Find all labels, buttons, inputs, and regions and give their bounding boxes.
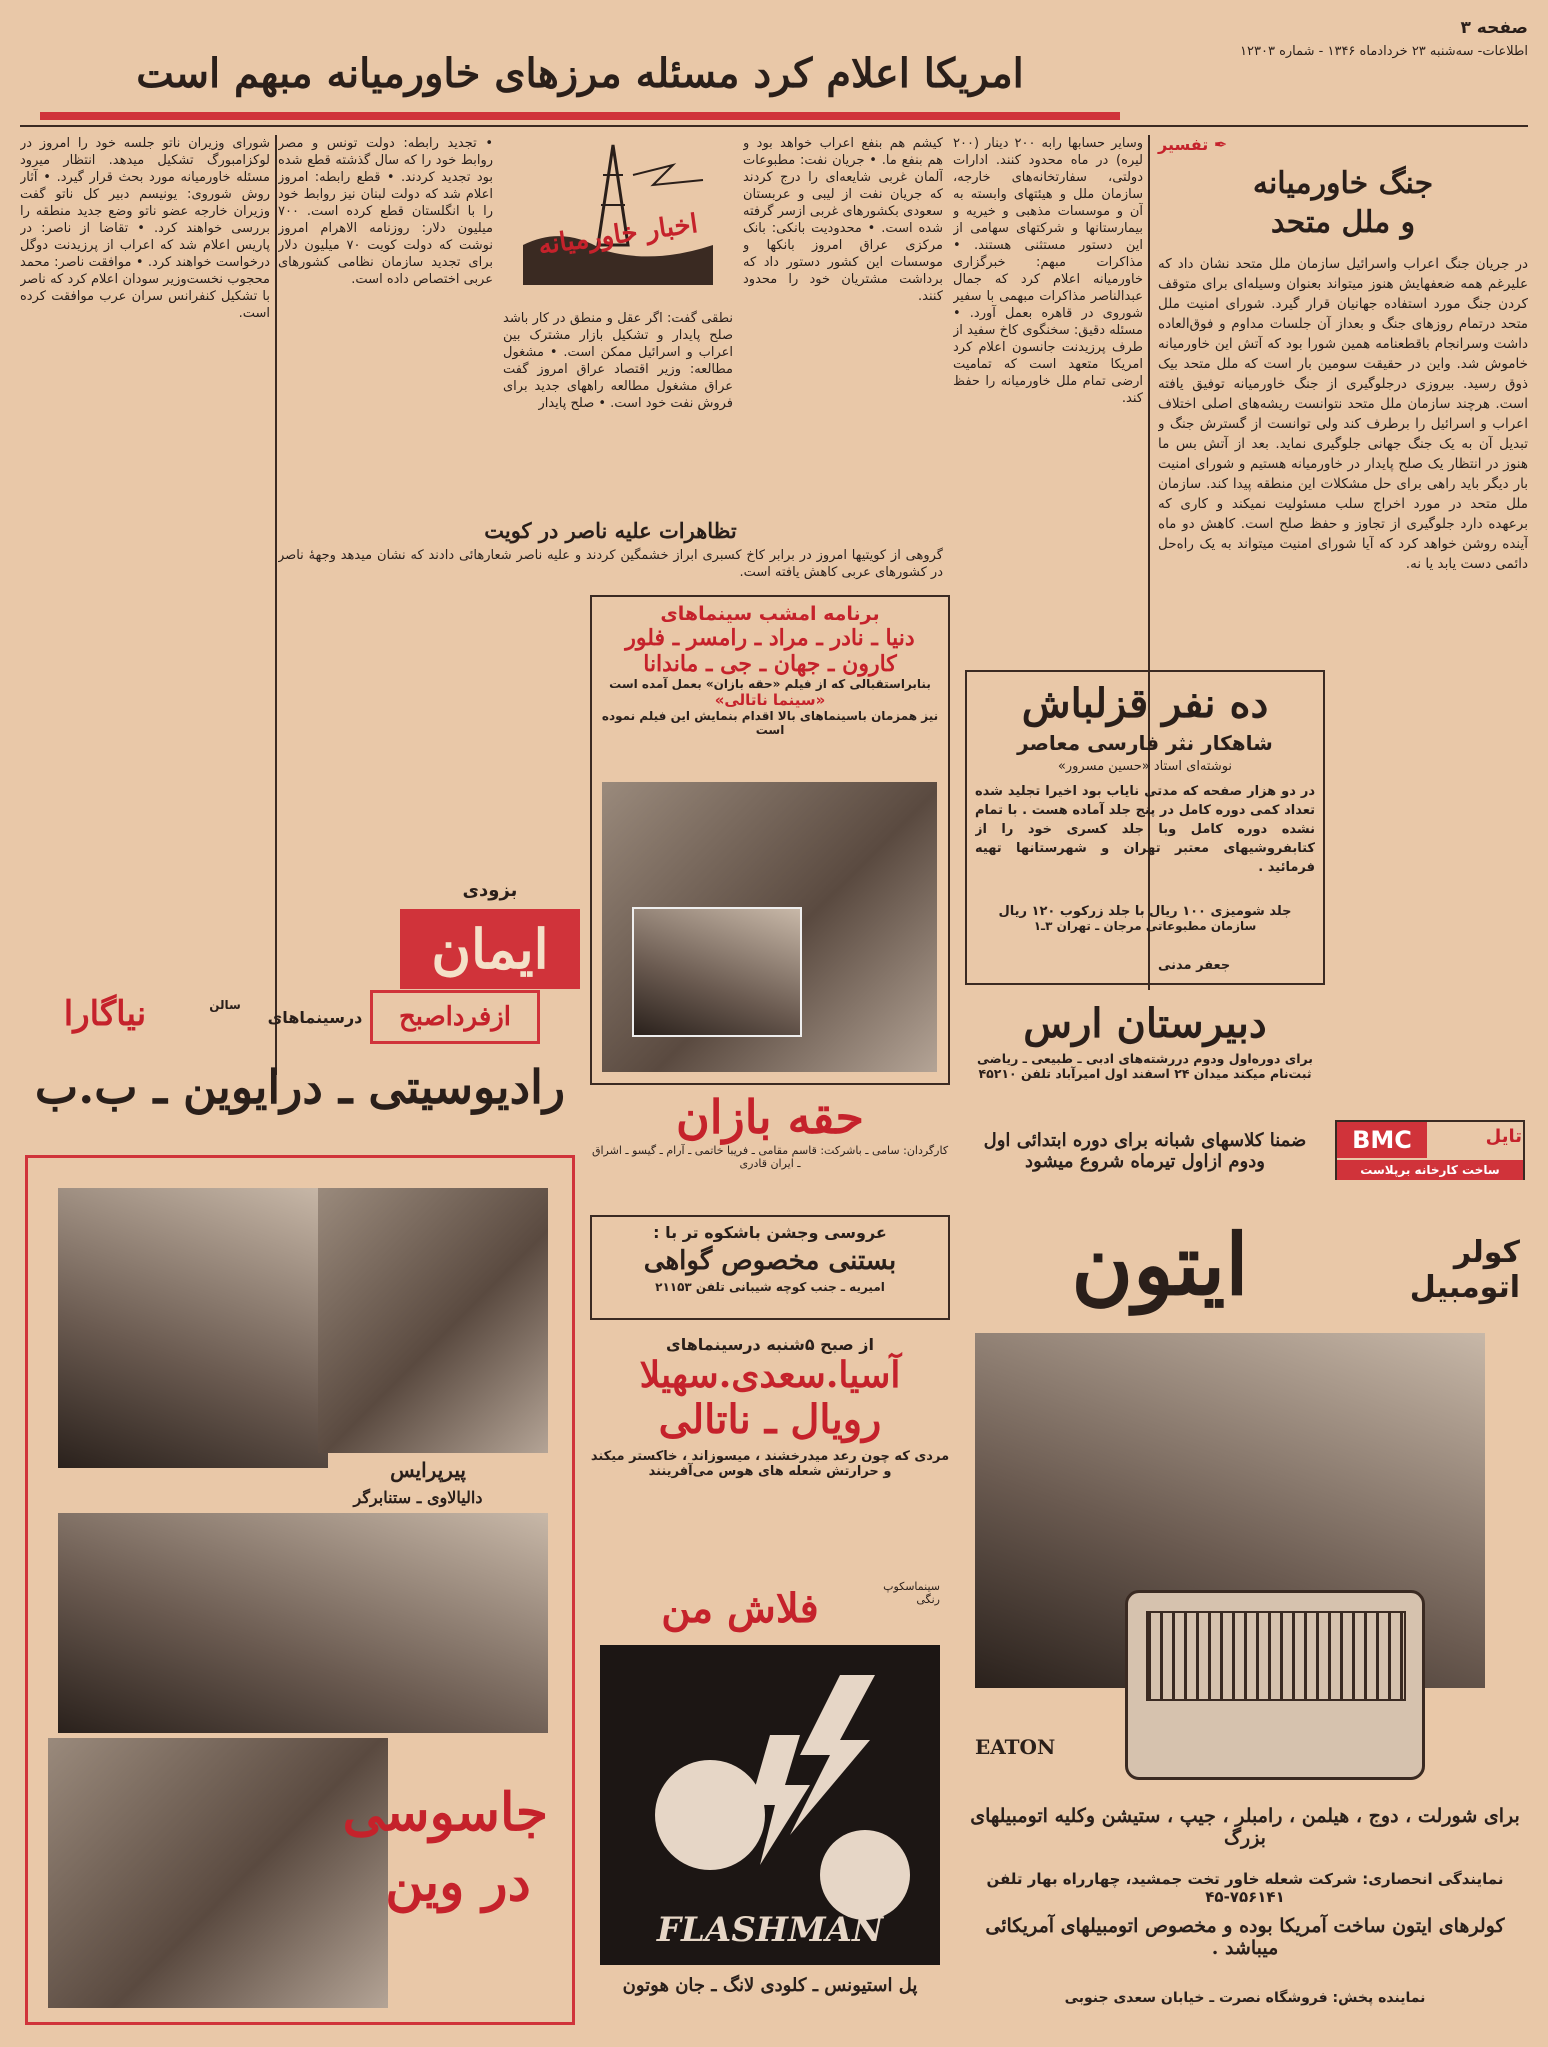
news-col-a: کیشم هم بنفع اعراب خواهد بود و هم بنفع ما. • جریان نفت: مطبوعات آلمان غربی شایعه‌ای را درج کردند که جریان نفت از لیبی و عربستان سعودی بکشورهای غربی ازسر گرفته شده است. • محدودیت بانکی: بانک مرکزی عراق امروز بانکها و موسسات این کشور دستور داد که برداشت مشتریان خود را محدود کنند. [743, 136, 943, 304]
eaton-distributor: نماینده پخش: فروشگاه نصرت ـ خیابان سعدی جنوبی [1064, 1990, 1426, 2006]
school-title: دبیرستان ارس [1023, 1000, 1267, 1047]
editorial-body: در جریان جنگ اعراب واسرائیل سازمان ملل متحد نشان داد که علیرغم همه ضعفهایش هنوز میتواند بعنوان وسیله‌ای برای متوقف کردن جنگ مورد استفاده جهانیان قرار گیرد. شورای امنیت ملل متحد درتمام روزهای جنگ و بعداز آن جلسات مداوم و فوق‌العاده داشت وسرانجام باقطعنامه همین شورا بود که آتش این خاورمیانه خاموش شد. واین در حقیقت سومین بار است که ملل متحد بیک ذوق رسید. بیروزی درجلوگیری از جنگ خاورمیانه توفیق یافته است. هرچند سازمان ملل متحد نتوانست ریشه‌های اصلی اختلاف اعراب و اسرائیل را برطرف کند ولی توانست از گسترش جنگ و تبدیل آن به یک جنگ جهانی جلوگیری نماید. بعد از آتش بس ما هنوز در انتظار یک صلح پایدار در خاورمیانه هستیم و شورای امنیت بار دیگر باید راهی برای حل مشکلات این منطقه پیدا کند. سازمان ملل متحد در مورد اخراج سلب مسئولیت نمیکند و کاری که برعهده دارد جلوگیری از تجاوز و حفظ صلح است. کاهش دو ماه آینده روشن خواهد کرد که آیا شورای امنیت میتواند به یک راه‌حل دائمی دست یابد یا نه. [1158, 256, 1528, 572]
poster-film-title: جاسوسی در وین [342, 1782, 548, 1913]
eaton-title-big: ایتون [1071, 1215, 1249, 1314]
bmc-ad [1335, 1120, 1525, 1180]
eaton-note: کولرهای ایتون ساخت آمریکا بوده و مخصوص اتومبیلهای آمریکائی میباشد . [985, 1915, 1505, 1959]
headline-underline [40, 112, 1120, 120]
eaton-brand: EATON [975, 1735, 1056, 1759]
eaton-models: برای شورلت ، دوج ، هیلمن ، رامبلر ، جیپ ، ستیشن وکلیه اتومبیلهای بزرگ [970, 1805, 1520, 1849]
poster-photo-faces [48, 1738, 388, 2008]
poster-photo-couple [58, 1188, 328, 1468]
issue-line: اطلاعات- سه‌شنبه ۲۳ خردادماه ۱۳۴۶ - شماره ۱۲۳۰۳ [1240, 44, 1528, 59]
from-tomorrow-box [370, 990, 540, 1044]
in-cinemas: درسینماهای [267, 1008, 363, 1027]
cinema-program-ad [590, 595, 950, 1085]
eaton-title-small: کولر اتومبیل [1409, 1235, 1520, 1305]
news-col-c: نطقی گفت: اگر عقل و منطق در کار باشد صلح پایدار و تشکیل بازار مشترک بین اعراب و اسرائیل ممکن است. • مشغول مطالعه: وزیر اقتصاد عراق امروز گفت عراق مشغول مطالعه راههای جدید برای فروش نفت خود است. • صلح پایدار [503, 311, 733, 411]
editorial-title-2: و ملل متحد [1270, 205, 1416, 240]
cinema-program-credits: کارگردان: سامی ـ باشرکت: قاسم مقامی ـ فریبا خاتمی ـ آرام ـ گیسو ـ اشراق ـ ایران قادری [591, 1144, 949, 1170]
cinema-program-line-2: کارون ـ جهان ـ جی ـ ماندانا [643, 651, 897, 677]
bmc-line: ساخت کارخانه برپلاست [1337, 1160, 1523, 1180]
cinema-program-line-5: نیز همزمان باسینماهای بالا اقدام بنمایش این فیلم نموده است [601, 709, 939, 737]
flashman-cinemas-2: رویال ـ ناتالی [658, 1396, 882, 1443]
flashman-title-fa: فلاش من [661, 1585, 819, 1632]
cooler-grille-icon [1146, 1611, 1406, 1701]
cinema-program-header: برنامه امشب سینماهای [660, 603, 880, 625]
flashman-cinemascope: سینماسکوپ رنگی [883, 1580, 940, 1606]
poster-stars-2: دالیالاوی ـ ستنابرگر [353, 1488, 483, 1507]
editorial-tag [1158, 135, 1528, 154]
flashman-from-thursday: از صبح ۵شنبه درسینماهای [666, 1335, 874, 1354]
poster-stars-1: پیرپرایس [390, 1458, 466, 1482]
book-ad [965, 670, 1325, 985]
editorial-tag-text: تفسیر [1158, 135, 1209, 154]
eaton-cooler-ad [965, 1215, 1525, 2025]
poster-photo-gunman [318, 1188, 548, 1453]
middle-east-news-illustration [503, 135, 733, 305]
school-body: برای دوره‌اول ودوم دررشته‌های ادبی ـ طبیعی ـ ریاضی ثبت‌نام میکند میدان ۲۴ اسفند اول امیرآباد تلفن ۴۵۲۱۰ [977, 1051, 1313, 1081]
niagara-cinemas: رادیوسیتی ـ درایوین ـ ب.ب [34, 1060, 566, 1114]
cinema-program-line-4: «سینما ناتالی» [714, 691, 826, 709]
book-title: ده نفر قزلباش [1021, 680, 1269, 727]
flashman-poster [600, 1645, 940, 1965]
iman-ad [400, 880, 580, 989]
wedding-line-1: عروسی وجشن باشکوه تر با : [653, 1223, 887, 1242]
illustration-caption: اخبار خاورمیانه [536, 208, 700, 262]
book-author-line: نوشته‌ای استاد «حسین مسرور» [1057, 759, 1233, 774]
news-col-d: • تجدید رابطه: دولت تونس و مصر روابط خود را که سال گذشته قطع شده بود تجدید کردند. • قطع رابطه: امروز اعلام شد که دولت لبنان نیز روابط خود را با انگلستان قطع کرده است. ۷۰۰ میلیون دلار: روزنامه الاهرام امروز نوشت که دولت کویت ۷۰ میلیون دلار برای تجدید سازمان نظامی کشورهای عربی اختصاص داده است. [278, 136, 493, 287]
book-price: جلد شومیزی ۱۰۰ ریال با جلد زرکوب ۱۲۰ ریال [998, 904, 1292, 919]
book-publisher: سازمان مطبوعاتی مرجان ـ تهران ۳ـ۱ [1033, 919, 1257, 933]
news-col-e: شورای وزیران ناتو جلسه خود را امروز در لوکزامبورگ تشکیل میدهد. انتظار میرود مسئله خاورمیانه مورد بحث قرار گیرد. • آثار روش شوروی: یونیسم دبیر کل ناتو گفت وزیران خارجه عضو ناتو وضع جدید منطقه را بررسی خواهند کرد. • تقاضا از ناصر: در پاریس اعلام شد که اعراب از پرزیدنت دوگل درخواست خواهند کرد. • موافقت ناصر: محمد محجوب نخست‌وزیر سودان اعلام کرد که ناصر با تشکیل کنفرانس سران عرب موافقت کرده است. [20, 136, 270, 321]
wedding-ice-cream-ad [590, 1215, 950, 1320]
flashman-ad [590, 1335, 950, 2025]
protest-body: گروهی از کویتیها امروز در برابر کاخ کسبری ابراز خشمگین کردند و علیه ناصر شعارهائی دادند که نشان میدهد وجههٔ ناصر در کشورهای عربی کاهش یافته است. [278, 548, 943, 580]
book-body: در دو هزار صفحه که مدتی نایاب بود اخیرا تجلید شده تعداد کمی دوره کامل در پنج جلد آماده هست . با تمام نشده دوره کامل وبا جلد کسری خود را از کتابفروشیهای معتبر تهران و شهرستانها تهیه فرمائید . [975, 784, 1315, 875]
page-number: صفحه ۳ [1460, 18, 1528, 38]
flashman-tagline: مردی که چون رعد میدرخشند ، میسوزاند ، خاکستر میکند و حرارتش شعله های هوس می‌آفرینند [590, 1449, 950, 1479]
editorial-title-1: جنگ خاورمیانه [1252, 166, 1434, 201]
news-col-b: وسایر حسابها رابه ۲۰۰ دینار (۲۰۰ لیره) در ماه محدود کنند. ادارات دولتی، سفارتخانه‌های خارجه، سازمان ملل و هیئتهای وابسته به آن و موسسات مذهبی و خیریه و بیمارستانها و شرکتهای سهامی از این دستور مستثنی هستند. • مذاکرات مبهم: خبرگزاری خاورمیانه اعلام کرد که جمال عبدالناصر مذاکرات مبهمی با سفیر شوروی در قاهره بعمل آورد. • مسئله دقیق: سخنگوی کاخ سفید از طرف پرزیدنت جانسون اعلام کرد امریکا متعهد است که تمامیت ارضی تمام ملل خاورمیانه را حفظ کند. [953, 136, 1143, 406]
eaton-agent: نمایندگی انحصاری: شرکت شعله خاور تخت جمشید، چهارراه بهار تلفن ۷۵۶۱۴۱-۴۵ [986, 1870, 1504, 1906]
column-rule [275, 135, 277, 1075]
flashman-cinemas-1: آسیا.سعدی.سهیلا [639, 1354, 901, 1396]
cinema-program-line-1: دنیا ـ نادر ـ مراد ـ رامسر ـ فلور [625, 625, 915, 651]
spy-in-vienna-poster [25, 1155, 575, 2025]
protest-headline: تظاهرات علیه ناصر در کویت [484, 518, 737, 543]
top-rule [20, 125, 1528, 127]
bmc-brand: BMC [1337, 1122, 1427, 1158]
wedding-line-2: بستنی مخصوص گواهی [643, 1246, 897, 1276]
editorial-author: جعفر مدنی [1158, 958, 1231, 973]
cinema-program-line-3: بنابراستقبالی که از فیلم «حقه بازان» بعمل آمده است [609, 677, 931, 691]
niagara-name: نیاگارا [63, 994, 147, 1034]
flashman-stars: پل استیونس ـ کلودی لانگ ـ جان هوتون [622, 1975, 918, 1996]
bmc-tile: تایل [1485, 1126, 1522, 1147]
pen-icon: ✒ [1213, 135, 1228, 154]
cinema-program-film-title: حقه بازان [676, 1090, 864, 1144]
school-night-classes: ضمنا کلاسهای شبانه برای دوره ابتدائی اول ودوم ازاول تیرماه شروع میشود [983, 1130, 1307, 1172]
eaton-cooler-unit [1125, 1590, 1425, 1780]
poster-photo-embrace [58, 1513, 548, 1733]
salon: سالن [209, 998, 241, 1012]
school-ad [965, 1000, 1325, 1110]
film-still-photo-inset [632, 907, 802, 1037]
flashman-title-en: FLASHMAN [656, 1910, 884, 1950]
from-tomorrow: ازفرداصبح [398, 1002, 512, 1032]
wedding-line-3: امیریه ـ جنب کوچه شیبانی تلفن ۲۱۱۵۳ [655, 1280, 885, 1294]
main-headline: امریکا اعلام کرد مسئله مرزهای خاورمیانه مبهم است [136, 50, 1024, 97]
film-title-block [590, 1090, 950, 1210]
iman-title: ایمان [400, 909, 580, 989]
iman-soon: بزودی [462, 880, 518, 901]
book-subtitle: شاهکار نثر فارسی معاصر [1017, 731, 1273, 755]
